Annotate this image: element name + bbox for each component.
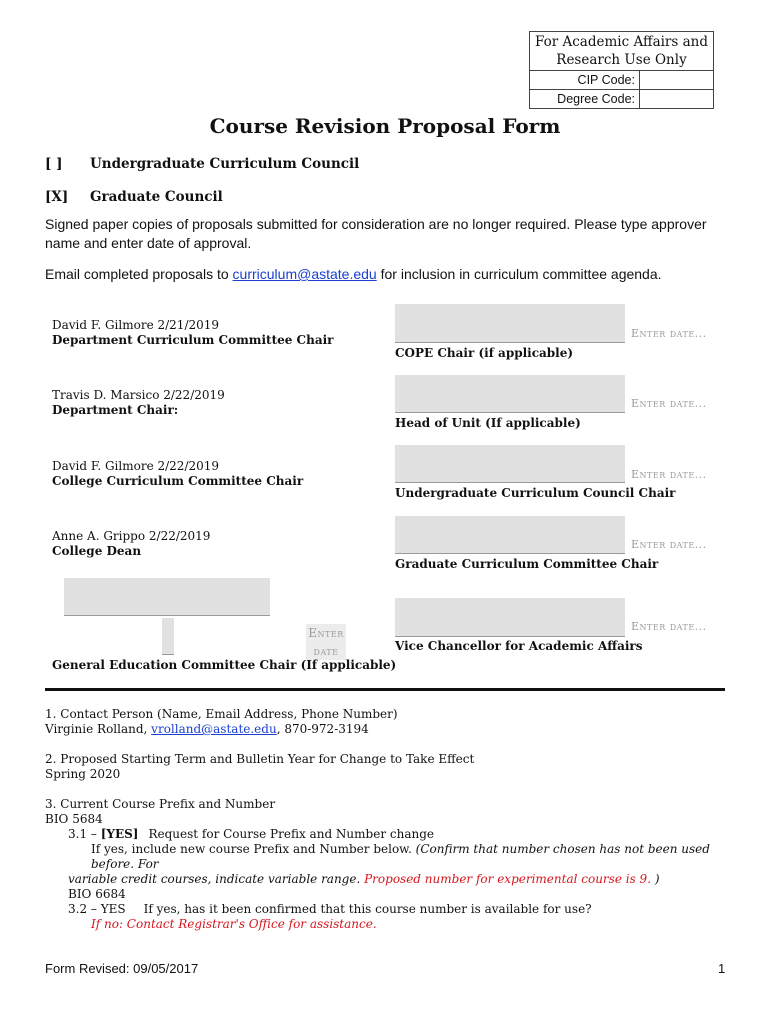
council-label: Graduate Council	[90, 189, 223, 205]
contact-name: Virginie Rolland,	[45, 722, 152, 736]
cope-chair-role: COPE Chair (if applicable)	[395, 346, 574, 360]
signer-name[interactable]: David F. Gilmore 2/21/2019	[52, 318, 220, 332]
degree-code-row	[530, 90, 713, 108]
signature-college-curriculum-chair	[52, 459, 303, 489]
ucc-chair-role: Undergraduate Curriculum Council Chair	[395, 486, 676, 500]
gen-ed-date-field[interactable]	[306, 624, 346, 660]
q31-text: Request for Course Prefix and Number change	[148, 827, 434, 841]
council-option-undergraduate[interactable]	[0, 156, 770, 174]
degree-code-label: Degree Code:	[530, 90, 640, 108]
signature-dept-curriculum-chair	[52, 318, 334, 348]
office-use-box	[529, 31, 714, 109]
q31-new-number[interactable]: BIO 6684	[68, 887, 126, 901]
council-checkbox[interactable]: [ ]	[45, 156, 63, 172]
signer-role: College Curriculum Committee Chair	[52, 474, 304, 488]
council-label: Undergraduate Curriculum Council	[90, 156, 360, 172]
question-1-label: 1. Contact Person (Name, Email Address, Phone Number)	[45, 707, 398, 721]
question-3-label: 3. Current Course Prefix and Number	[45, 797, 276, 811]
q31-note-plain: If yes, include new course Prefix and Number below.	[91, 842, 416, 856]
vice-chancellor-date-field[interactable]: Enter date...	[631, 620, 707, 633]
contact-email-link[interactable]: vrolland@astate.edu	[151, 722, 277, 736]
head-of-unit-role: Head of Unit (If applicable)	[395, 416, 581, 430]
cip-code-row	[530, 71, 713, 90]
cope-chair-signature-field[interactable]	[395, 304, 625, 343]
q31-prefix: 3.1 –	[68, 827, 101, 841]
email-suffix: for inclusion in curriculum committee agenda.	[376, 266, 662, 282]
office-use-header: For Academic Affairs and Research Use Only	[530, 32, 713, 71]
signer-role: College Dean	[52, 544, 142, 558]
q31-note-close: )	[651, 872, 660, 886]
ucc-chair-date-field[interactable]: Enter date...	[631, 468, 707, 481]
enter-date-text: Enter	[308, 626, 344, 640]
gcc-chair-signature-field[interactable]	[395, 516, 625, 554]
cope-chair-date-field[interactable]: Enter date...	[631, 327, 707, 340]
q31-note-line-1	[45, 842, 725, 872]
council-option-graduate[interactable]	[0, 189, 770, 207]
enter-date-text: date	[313, 644, 339, 658]
question-2-answer[interactable]: Spring 2020	[45, 767, 121, 781]
degree-code-field[interactable]	[640, 90, 713, 108]
gen-ed-role: General Education Committee Chair (If applicable)	[52, 658, 397, 672]
gen-ed-name-field[interactable]	[64, 578, 270, 616]
page-number: 1	[718, 961, 726, 976]
gcc-chair-role: Graduate Curriculum Committee Chair	[395, 557, 659, 571]
q32-prefix[interactable]: 3.2 – YES	[68, 902, 126, 916]
vice-chancellor-role: Vice Chancellor for Academic Affairs	[395, 639, 643, 653]
question-3-1	[45, 827, 725, 842]
signer-role: Department Curriculum Committee Chair	[52, 333, 334, 347]
page-title: Course Revision Proposal Form	[209, 114, 561, 138]
ucc-chair-signature-field[interactable]	[395, 445, 625, 483]
email-prefix: Email completed proposals to	[45, 266, 233, 282]
signature-dept-chair	[52, 388, 225, 418]
cip-code-field[interactable]	[640, 71, 713, 89]
q31-yes[interactable]: [YES]	[100, 827, 139, 841]
signature-college-dean	[52, 529, 210, 559]
q32-note: If no: Contact Registrar's Office for assistance.	[91, 917, 377, 931]
question-1	[45, 707, 398, 737]
contact-phone: , 870-972-3194	[276, 722, 369, 736]
intro-paragraph: Signed paper copies of proposals submitted for consideration are no longer required. Please type approver name and enter date of approval.	[45, 216, 707, 251]
question-1-answer[interactable]	[45, 722, 398, 737]
gen-ed-signature-field[interactable]	[162, 618, 174, 655]
cip-code-label: CIP Code:	[530, 71, 640, 89]
question-2-label: 2. Proposed Starting Term and Bulletin Year for Change to Take Effect	[45, 752, 475, 766]
q31-note-italic-1: (Confirm that number chosen has not been used before. For	[91, 842, 710, 871]
signer-name[interactable]: Travis D. Marsico 2/22/2019	[52, 388, 225, 402]
q31-note-italic-2: variable credit courses, indicate variable range.	[68, 872, 365, 886]
question-3-answer[interactable]: BIO 5684	[45, 812, 103, 826]
vice-chancellor-signature-field[interactable]	[395, 598, 625, 637]
email-paragraph	[45, 265, 725, 284]
footer-revised: Form Revised: 09/05/2017	[45, 961, 199, 976]
council-checkbox[interactable]: [X]	[45, 189, 69, 205]
gcc-chair-date-field[interactable]: Enter date...	[631, 538, 707, 551]
signer-name[interactable]: Anne A. Grippo 2/22/2019	[52, 529, 211, 543]
question-3	[45, 797, 725, 932]
question-3-2	[45, 902, 725, 917]
section-divider	[45, 688, 725, 691]
signer-name[interactable]: David F. Gilmore 2/22/2019	[52, 459, 220, 473]
question-2	[45, 752, 474, 782]
head-of-unit-signature-field[interactable]	[395, 375, 625, 413]
signer-role: Department Chair:	[52, 403, 179, 417]
q32-text: If yes, has it been confirmed that this course number is available for use?	[143, 902, 592, 916]
q31-note-red: Proposed number for experimental course is 9.	[364, 872, 652, 886]
q31-note-line-2	[45, 872, 725, 887]
curriculum-email-link[interactable]: curriculum@astate.edu	[232, 266, 377, 282]
head-of-unit-date-field[interactable]: Enter date...	[631, 397, 707, 410]
